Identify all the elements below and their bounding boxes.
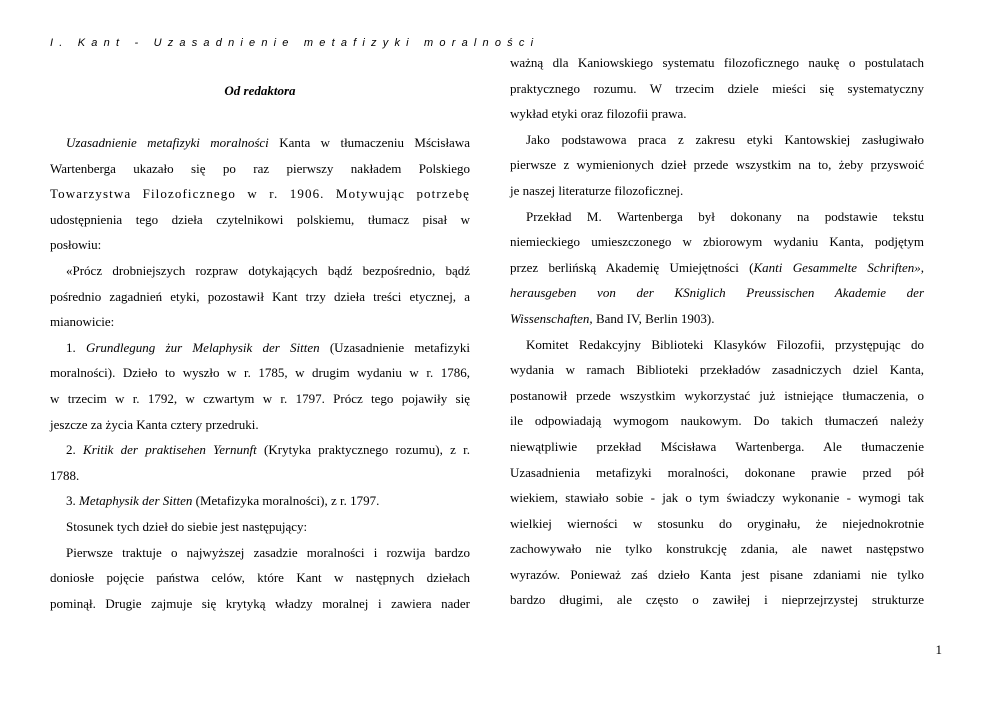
paragraph-line: Pierwsze traktuje o najwyższej zasadzie moralności i rozwija bardzo xyxy=(66,544,470,560)
paragraph-line: posłowiu: xyxy=(50,237,102,253)
paragraph-line: praktycznego rozumu. W trzecim dziele mieści się systematyczny xyxy=(510,80,924,96)
paragraph-line: postanowił przede wszystkim wykorzystać już istniejące tłumaczenia, o xyxy=(510,387,924,403)
running-header: I. Kant - Uzasadnienie metafizyki moralności xyxy=(50,37,540,49)
paragraph-line: w trzecim w r. 1792, w czwartym w r. 1797. Prócz tego pojawiły się xyxy=(50,390,470,406)
paragraph-line: wykład etyki oraz filozofii prawa. xyxy=(510,106,687,122)
paragraph-line: niemieckiego umieszczonego w zbiorowym wydaniu Kanta, podjętym xyxy=(510,234,924,250)
paragraph-line: Wissenschaften, Band IV, Berlin 1903). xyxy=(510,310,715,326)
paragraph-line: zachowywało nie tylko konstrukcję zdania, ale nawet następstwo xyxy=(510,541,924,557)
paragraph-line: «Prócz drobniejszych rozpraw dotykających bądź bezpośrednio, bądź xyxy=(66,262,470,278)
paragraph-line: pominął. Drugie zajmuje się krytyką władzy moralnej i zawiera nader xyxy=(50,595,470,611)
paragraph-line: 1788. xyxy=(50,467,80,483)
paragraph-line: Wartenberga ukazało się po raz pierwszy nakładem Polskiego xyxy=(50,160,470,176)
paragraph-line: pośrednio zagadnień etyki, pozostawił Kant trzy dzieła treści etycznej, a xyxy=(50,288,470,304)
paragraph-line: je naszej literaturze filozoficznej. xyxy=(510,182,684,198)
paragraph-line: 1. Grundlegung żur Melaphysik der Sitten (Uzasadnienie metafizyki xyxy=(66,339,471,355)
paragraph-line: wiekiem, stawiało sobie - jak o tym świadczy wykonanie - wymogi tak xyxy=(510,490,924,506)
paragraph-line: mianowicie: xyxy=(50,314,115,330)
section-heading: Od redaktora xyxy=(224,83,296,98)
paragraph-line: 2. Kritik der praktisehen Yernunft (Krytyka praktycznego rozumu), z r. xyxy=(66,442,471,458)
paragraph-line: pierwsze z wymienionych dzieł przede wszystkim na to, żeby przyswoić xyxy=(510,157,924,173)
paragraph-line: Uzasadnienia metafizyki moralności, dokonane prawie przed pół xyxy=(510,464,924,480)
paragraph-line: udostępnienia tego dzieła czytelnikowi polskiemu, tłumacz pisał w xyxy=(50,211,470,227)
left-column xyxy=(50,130,470,616)
page-number: 1 xyxy=(935,642,942,657)
paragraph-line: przez berlińską Akademię Umiejętności (Kanti Gesammelte Schriften», xyxy=(510,259,924,275)
paragraph-line: Przekład M. Wartenberga był dokonany na podstawie tekstu xyxy=(526,208,924,224)
paragraph-line: Uzasadnienie metafizyki moralności Kanta w tłumaczeniu Mścisława xyxy=(66,135,470,150)
paragraph-line: Stosunek tych dzieł do siebie jest następujący: xyxy=(66,518,308,534)
paragraph-line: wydania w ramach Biblioteki przekładów zasadniczych dziel Kanta, xyxy=(510,362,924,378)
paragraph-line: wyrazów. Ponieważ zaś dzieło Kanta jest pisane zdaniami nie tylko xyxy=(510,566,924,582)
paragraph-line: ile odpowiadają wymogom naukowym. Do takich tłumaczeń należy xyxy=(510,413,924,429)
right-column xyxy=(510,50,924,613)
paragraph-line: wielkiej wierności w stosunku do oryginału, że niejednokrotnie xyxy=(510,515,924,531)
paragraph-line: Towarzystwa Filozoficznego w r. 1906. Motywując potrzebę xyxy=(50,186,470,202)
paragraph-line: 3. Metaphysik der Sitten (Metafizyka moralności), z r. 1797. xyxy=(66,493,380,509)
paragraph-line: Jako podstawowa praca z zakresu etyki Kantowskiej zasługiwało xyxy=(526,131,924,147)
paragraph-line: moralności). Dzieło to wyszło w r. 1785, w drugim wydaniu w r. 1786, xyxy=(50,365,470,381)
paragraph-line: herausgeben von der KSniglich Preussischen Akademie der xyxy=(510,285,924,301)
paragraph-line: Komitet Redakcyjny Biblioteki Klasyków Filozofii, przystępując do xyxy=(526,336,924,352)
paragraph-line: doniosłe pojęcie państwa celów, które Kant w następnych dziełach xyxy=(50,570,470,586)
paragraph-line: bardzo długimi, ale często o zawiłej i nieprzejrzystej strukturze xyxy=(510,592,924,608)
paragraph-line: jeszcze za życia Kanta cztery przedruki. xyxy=(50,416,259,432)
paragraph-line: ważną dla Kaniowskiego systematu filozoficznego naukę o postulatach xyxy=(510,55,924,70)
paragraph-line: niewątpliwie przekład Mścisława Wartenberga. Ale tłumaczenie xyxy=(510,438,924,454)
